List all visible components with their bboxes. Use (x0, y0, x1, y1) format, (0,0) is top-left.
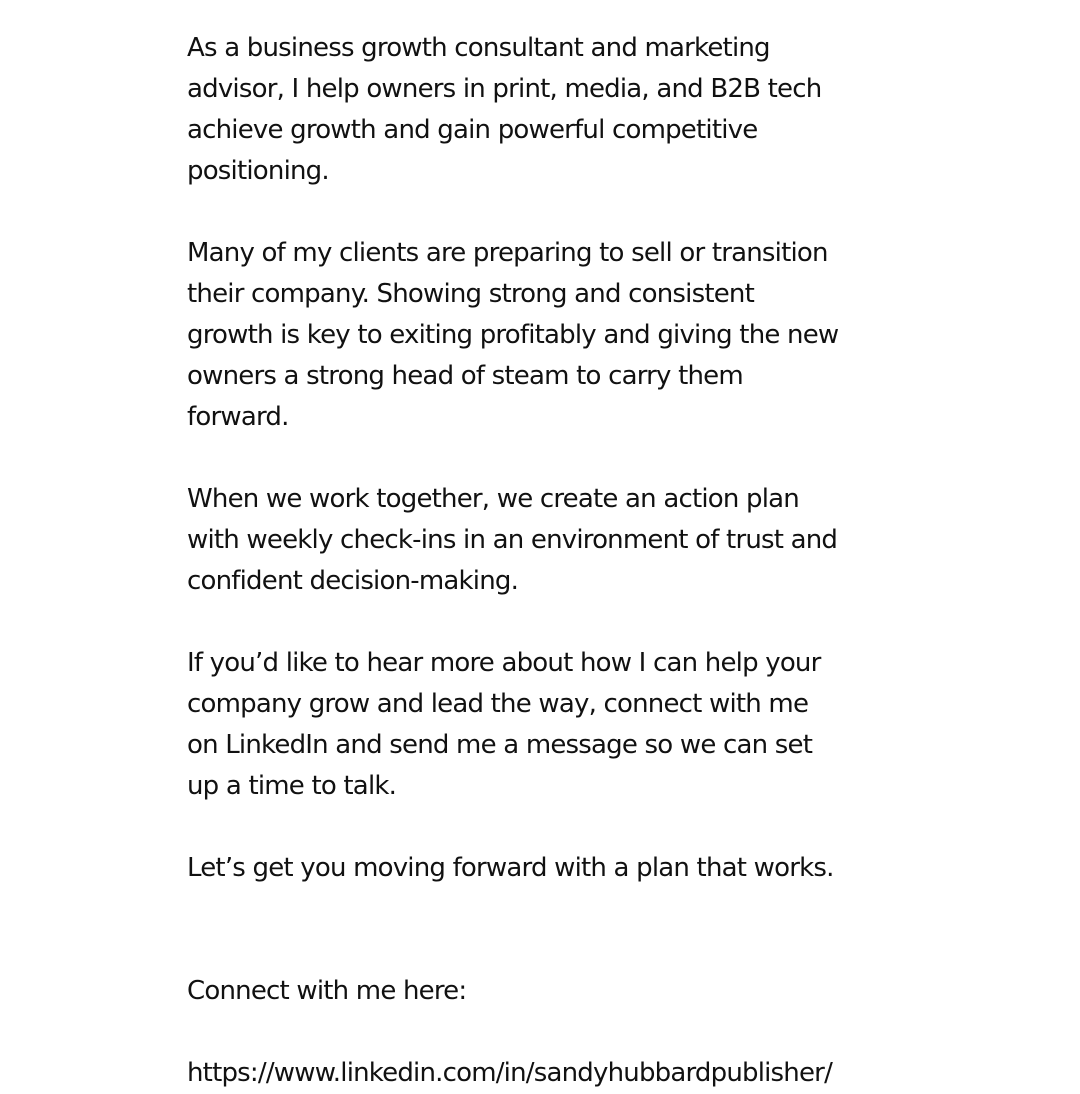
paragraph-closing: Let’s get you moving forward with a plan that works. (187, 853, 834, 883)
paragraph-intro: As a business growth consultant and marketing advisor, I help owners in print, media, and B2B tech achieve growth and gain powerful competitive positioning. (187, 33, 822, 186)
paragraph-work-together: When we work together, we create an action plan with weekly check-ins in an environment of trust and confident decision-making. (187, 484, 838, 596)
connect-label: Connect with me here: (187, 976, 467, 1006)
document-body (187, 28, 927, 1094)
paragraph-clients: Many of my clients are preparing to sell or transition their company. Showing strong and consistent growth is key to exiting profitably and giving the new owners a strong head of steam to carry them forward. (187, 238, 839, 432)
paragraph-contact: If you’d like to hear more about how I can help your company grow and lead the way, connect with me on LinkedIn and send me a message so we can set up a time to talk. (187, 648, 821, 801)
linkedin-link[interactable]: https://www.linkedin.com/in/sandyhubbardpublisher/ (187, 1058, 833, 1088)
connect-block (187, 930, 927, 1094)
